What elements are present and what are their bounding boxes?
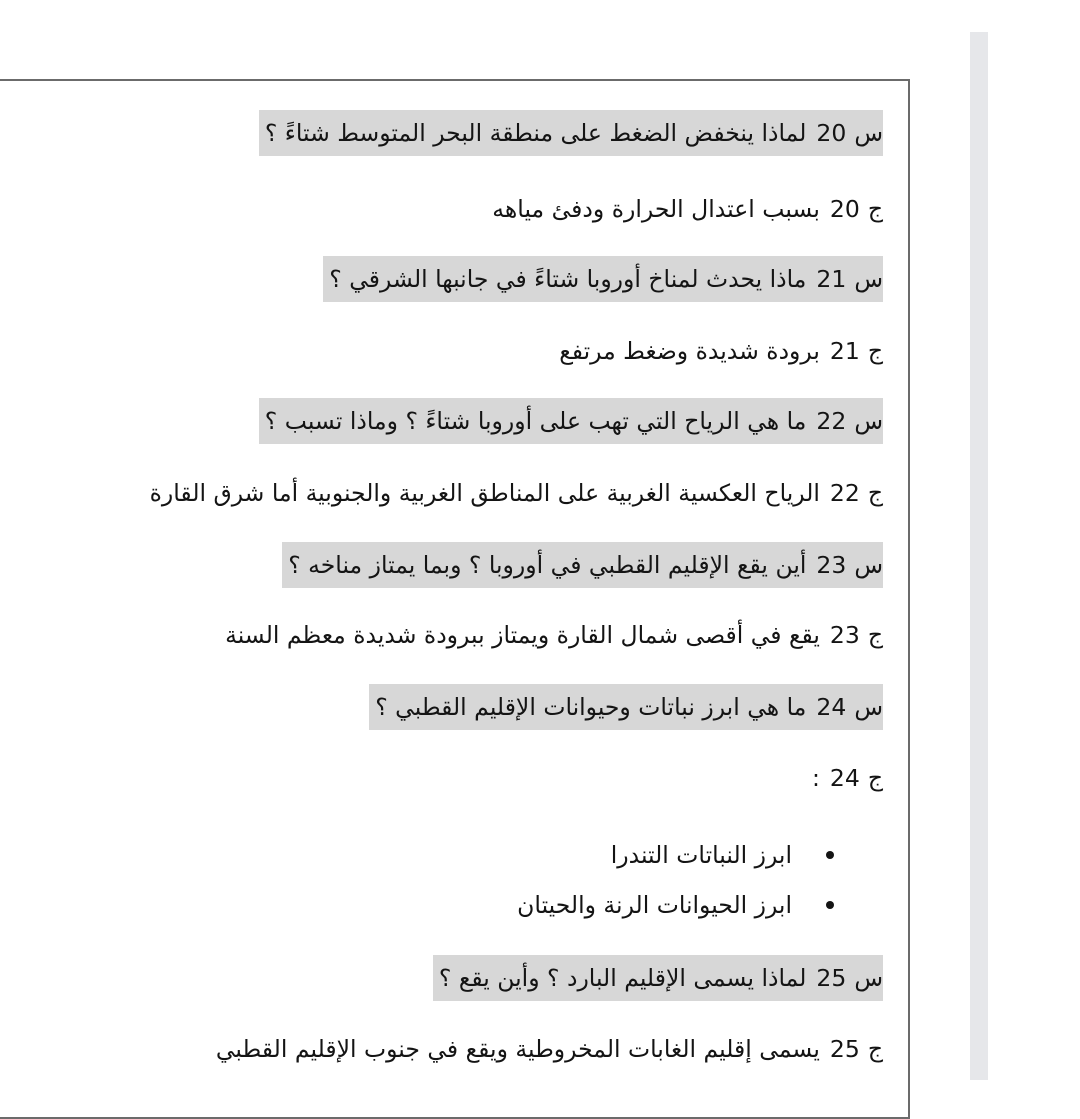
question-label: س	[854, 551, 883, 579]
answer-text: الرياح العكسية الغربية على المناطق الغربية والجنوبية أما شرق القارة	[149, 479, 820, 507]
answer-text: :	[812, 764, 820, 792]
answer-label: ج	[867, 621, 883, 649]
question-23	[282, 542, 883, 588]
answer-number: 22	[829, 479, 860, 507]
answer-24	[812, 755, 883, 801]
bullet-dot	[826, 851, 834, 859]
bullet-item	[517, 880, 834, 930]
answer-label: ج	[867, 479, 883, 507]
answer-number: 20	[829, 195, 860, 223]
bullet-dot	[826, 901, 834, 909]
answer-number: 24	[829, 764, 860, 792]
question-number: 22	[816, 407, 847, 435]
question-number: 20	[816, 119, 847, 147]
question-text: ماذا يحدث لمناخ أوروبا شتاءً في جانبها الشرقي ؟	[329, 265, 807, 293]
answer-label: ج	[867, 195, 883, 223]
answer-21	[559, 328, 883, 374]
answer-text: يقع في أقصى شمال القارة ويمتاز ببرودة شديدة معظم السنة	[225, 621, 820, 649]
question-text: لماذا ينخفض الضغط على منطقة البحر المتوسط شتاءً ؟	[264, 119, 807, 147]
question-25	[433, 955, 883, 1001]
question-20	[259, 110, 883, 156]
answer-number: 21	[829, 337, 860, 365]
question-22	[259, 398, 883, 444]
answer-number: 25	[829, 1035, 860, 1063]
question-number: 24	[816, 693, 847, 721]
answer-label: ج	[867, 764, 883, 792]
answer-label: ج	[867, 1035, 883, 1063]
question-24	[369, 684, 883, 730]
answer-20	[492, 186, 883, 232]
question-label: س	[854, 119, 883, 147]
question-number: 23	[816, 551, 847, 579]
answer-25	[216, 1026, 883, 1072]
bullet-text: ابرز النباتات التندرا	[610, 841, 792, 869]
answer-23	[225, 612, 883, 658]
question-label: س	[854, 964, 883, 992]
answer-number: 23	[829, 621, 860, 649]
question-text: أين يقع الإقليم القطبي في أوروبا ؟ وبما يمتاز مناخه ؟	[288, 551, 807, 579]
question-label: س	[854, 693, 883, 721]
bullet-text: ابرز الحيوانات الرنة والحيتان	[517, 891, 792, 919]
answer-22	[150, 470, 883, 516]
answer-text: برودة شديدة وضغط مرتفع	[559, 337, 820, 365]
question-label: س	[854, 407, 883, 435]
question-number: 21	[816, 265, 847, 293]
question-21	[323, 256, 883, 302]
question-text: لماذا يسمى الإقليم البارد ؟ وأين يقع ؟	[438, 964, 807, 992]
question-number: 25	[816, 964, 847, 992]
answer-24-bullet-list	[517, 830, 834, 930]
answer-text: يسمى إقليم الغابات المخروطية ويقع في جنوب الإقليم القطبي	[215, 1035, 820, 1063]
answer-text: بسبب اعتدال الحرارة ودفئ مياهه	[492, 195, 820, 223]
question-label: س	[854, 265, 883, 293]
page-gutter	[970, 32, 988, 1080]
answer-label: ج	[867, 337, 883, 365]
bullet-item	[517, 830, 834, 880]
question-text: ما هي الرياح التي تهب على أوروبا شتاءً ؟ وماذا تسبب ؟	[264, 407, 807, 435]
question-text: ما هي ابرز نباتات وحيوانات الإقليم القطبي ؟	[375, 693, 807, 721]
